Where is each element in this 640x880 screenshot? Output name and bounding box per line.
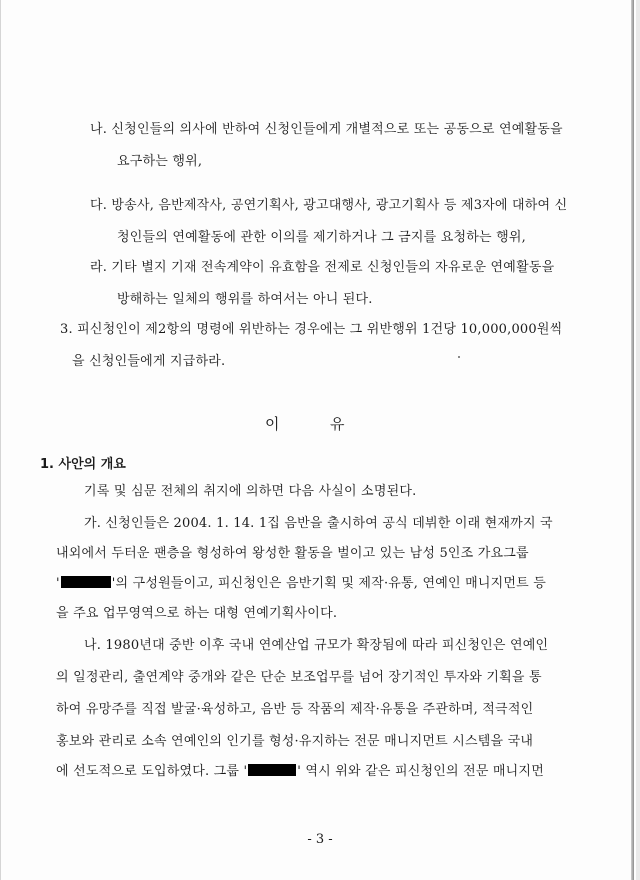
- body-line-9: 홍보와 관리로 소속 연예인의 인기를 형성·유지하는 전문 매니지먼트 시스템을 국내: [56, 734, 534, 749]
- order-item-na-line2: 요구하는 행위,: [117, 154, 203, 169]
- order-item-ra-line2: 방해하는 일체의 행위를 하여서는 아니 된다.: [117, 292, 373, 307]
- redaction-bar: [61, 576, 111, 588]
- body-line-10-text: 에 선도적으로 도입하였다. 그룹 ': [56, 764, 248, 779]
- redaction-bar: [248, 764, 296, 776]
- body-line-5: 을 주요 업무영역으로 하는 대형 연예기획사이다.: [56, 606, 338, 621]
- scan-edge-left: [0, 0, 1, 880]
- order-item-3-line1: 3. 피신청인이 제2항의 명령에 위반하는 경우에는 그 위반행위 1건당 10,000,000원씩: [60, 322, 563, 337]
- title-char-2: 유: [330, 415, 345, 433]
- body-line-10: [56, 764, 544, 780]
- quote-open: ': [56, 576, 60, 591]
- page-number: - 3 -: [307, 832, 333, 847]
- order-item-ra-line1: 라. 기타 별지 기재 전속계약이 유효함을 전제로 신청인들의 자유로운 연예활동을: [90, 260, 555, 275]
- order-item-da-line1: 다. 방송사, 음반제작사, 공연기획사, 광고대행사, 광고기획사 등 제3자에 대하여 신: [90, 198, 568, 213]
- scan-margin-right: [636, 0, 640, 880]
- body-line-4: [56, 576, 546, 592]
- scan-speck: [458, 356, 460, 358]
- body-line-3: 내외에서 두터운 팬층을 형성하여 왕성한 활동을 벌이고 있는 남성 5인조 가요그룹: [56, 546, 529, 561]
- body-line-1: 기록 및 심문 전체의 취지에 의하면 다음 사실이 소명된다.: [84, 484, 417, 499]
- body-line-4-text: '의 구성원들이고, 피신청인은 음반기획 및 제작·유통, 연예인 매니지먼트 등: [111, 576, 546, 591]
- body-line-2: 가. 신청인들은 2004. 1. 14. 1집 음반을 출시하여 공식 데뷔한 이래 현재까지 국: [84, 516, 553, 531]
- body-line-10-rest: ' 역시 위와 같은 피신청인의 전문 매니지먼: [297, 764, 544, 779]
- body-line-8: 하여 유망주를 직접 발굴·육성하고, 음반 등 작품의 제작·유통을 주관하며, 적극적인: [56, 702, 534, 717]
- body-line-7: 의 일정관리, 출연계약 중개와 같은 단순 보조업무를 넘어 장기적인 투자와 기획을 통: [56, 670, 542, 685]
- order-item-na-line1: 나. 신청인들의 의사에 반하여 신청인들에게 개별적으로 또는 공동으로 연예활동을: [90, 122, 563, 137]
- title-char-1: 이: [265, 415, 280, 433]
- section-heading: 1. 사안의 개요: [40, 457, 126, 472]
- scan-edge-right: [631, 0, 634, 880]
- body-line-6: 나. 1980년대 중반 이후 국내 연예산업 규모가 확장됨에 따라 피신청인은 연예인: [84, 638, 549, 653]
- order-item-3-line2: 을 신청인들에게 지급하라.: [72, 354, 226, 369]
- order-item-da-line2: 청인들의 연예활동에 관한 이의를 제기하거나 그 금지를 요청하는 행위,: [117, 230, 526, 245]
